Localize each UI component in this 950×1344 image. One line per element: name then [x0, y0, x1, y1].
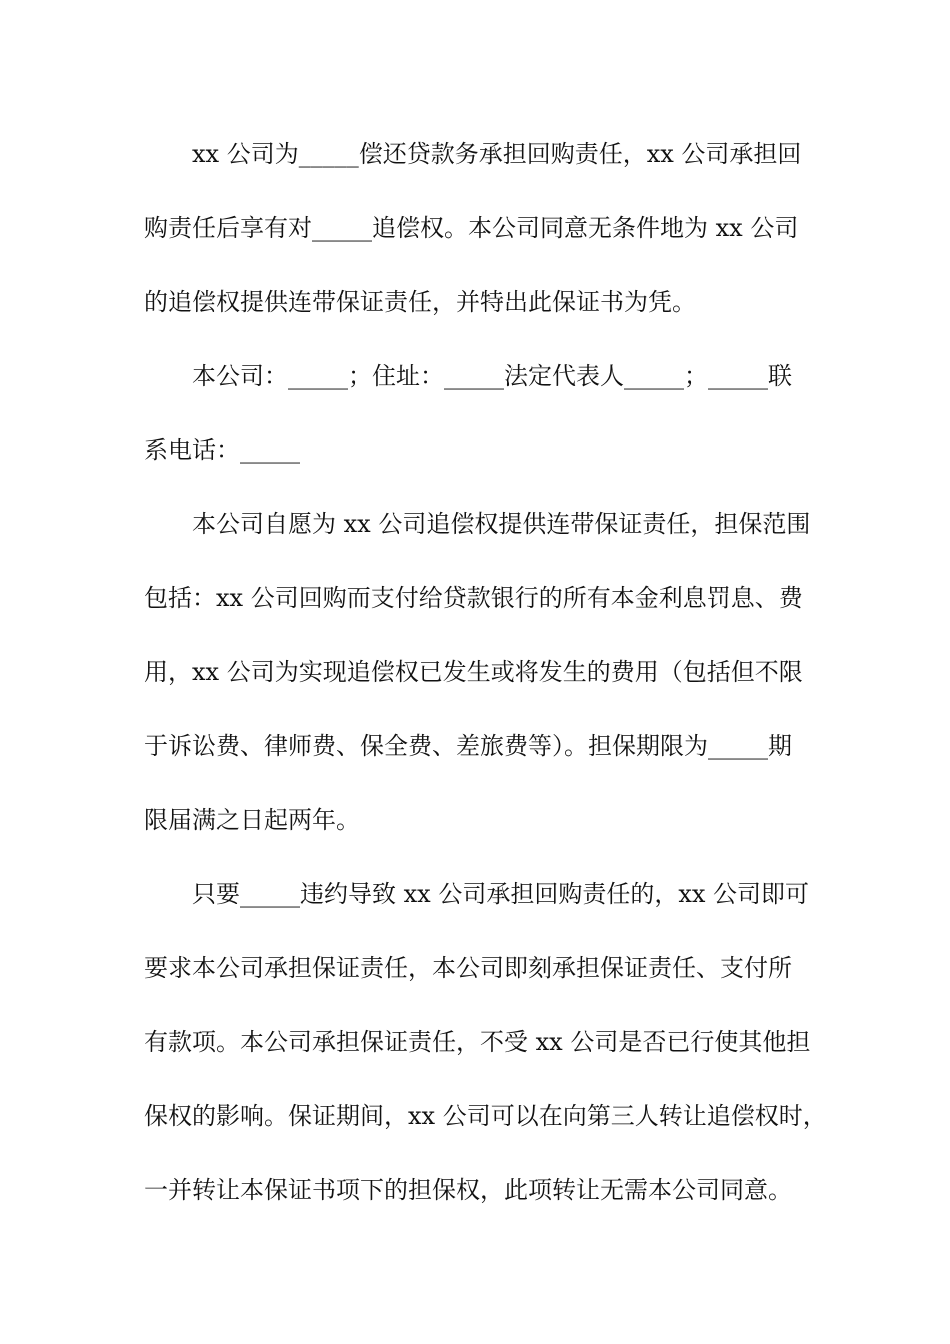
paragraph-3-line-3: 用，xx 公司为实现追偿权已发生或将发生的费用（包括但不限 [144, 658, 803, 686]
paragraph-4-line-2: 要求本公司承担保证责任，本公司即刻承担保证责任、支付所 [144, 954, 792, 982]
paragraph-4-line-1: 只要_____违约导致 xx 公司承担回购责任的，xx 公司即可 [192, 880, 810, 908]
paragraph-2-line-1: 本公司：_____；住址：_____法定代表人_____；_____联 [192, 362, 792, 390]
paragraph-4-line-3: 有款项。本公司承担保证责任，不受 xx 公司是否已行使其他担 [144, 1028, 811, 1056]
paragraph-4-line-4: 保权的影响。保证期间，xx 公司可以在向第三人转让追偿权时， [144, 1102, 827, 1130]
paragraph-3-line-1: 本公司自愿为 xx 公司追偿权提供连带保证责任，担保范围 [192, 510, 811, 538]
paragraph-3-line-2: 包括：xx 公司回购而支付给贷款银行的所有本金利息罚息、费 [144, 584, 803, 612]
paragraph-1-line-2: 购责任后享有对_____追偿权。本公司同意无条件地为 xx 公司 [144, 214, 799, 242]
paragraph-4-line-5: 一并转让本保证书项下的担保权，此项转让无需本公司同意。 [144, 1176, 792, 1204]
paragraph-2-line-2: 系电话：_____ [144, 436, 300, 464]
paragraph-3-line-4: 于诉讼费、律师费、保全费、差旅费等）。担保期限为_____期 [144, 732, 792, 760]
paragraph-1-line-3: 的追偿权提供连带保证责任，并特出此保证书为凭。 [144, 288, 696, 316]
paragraph-1-line-1: xx 公司为_____偿还贷款务承担回购责任，xx 公司承担回 [192, 140, 802, 168]
paragraph-3-line-5: 限届满之日起两年。 [144, 806, 360, 834]
